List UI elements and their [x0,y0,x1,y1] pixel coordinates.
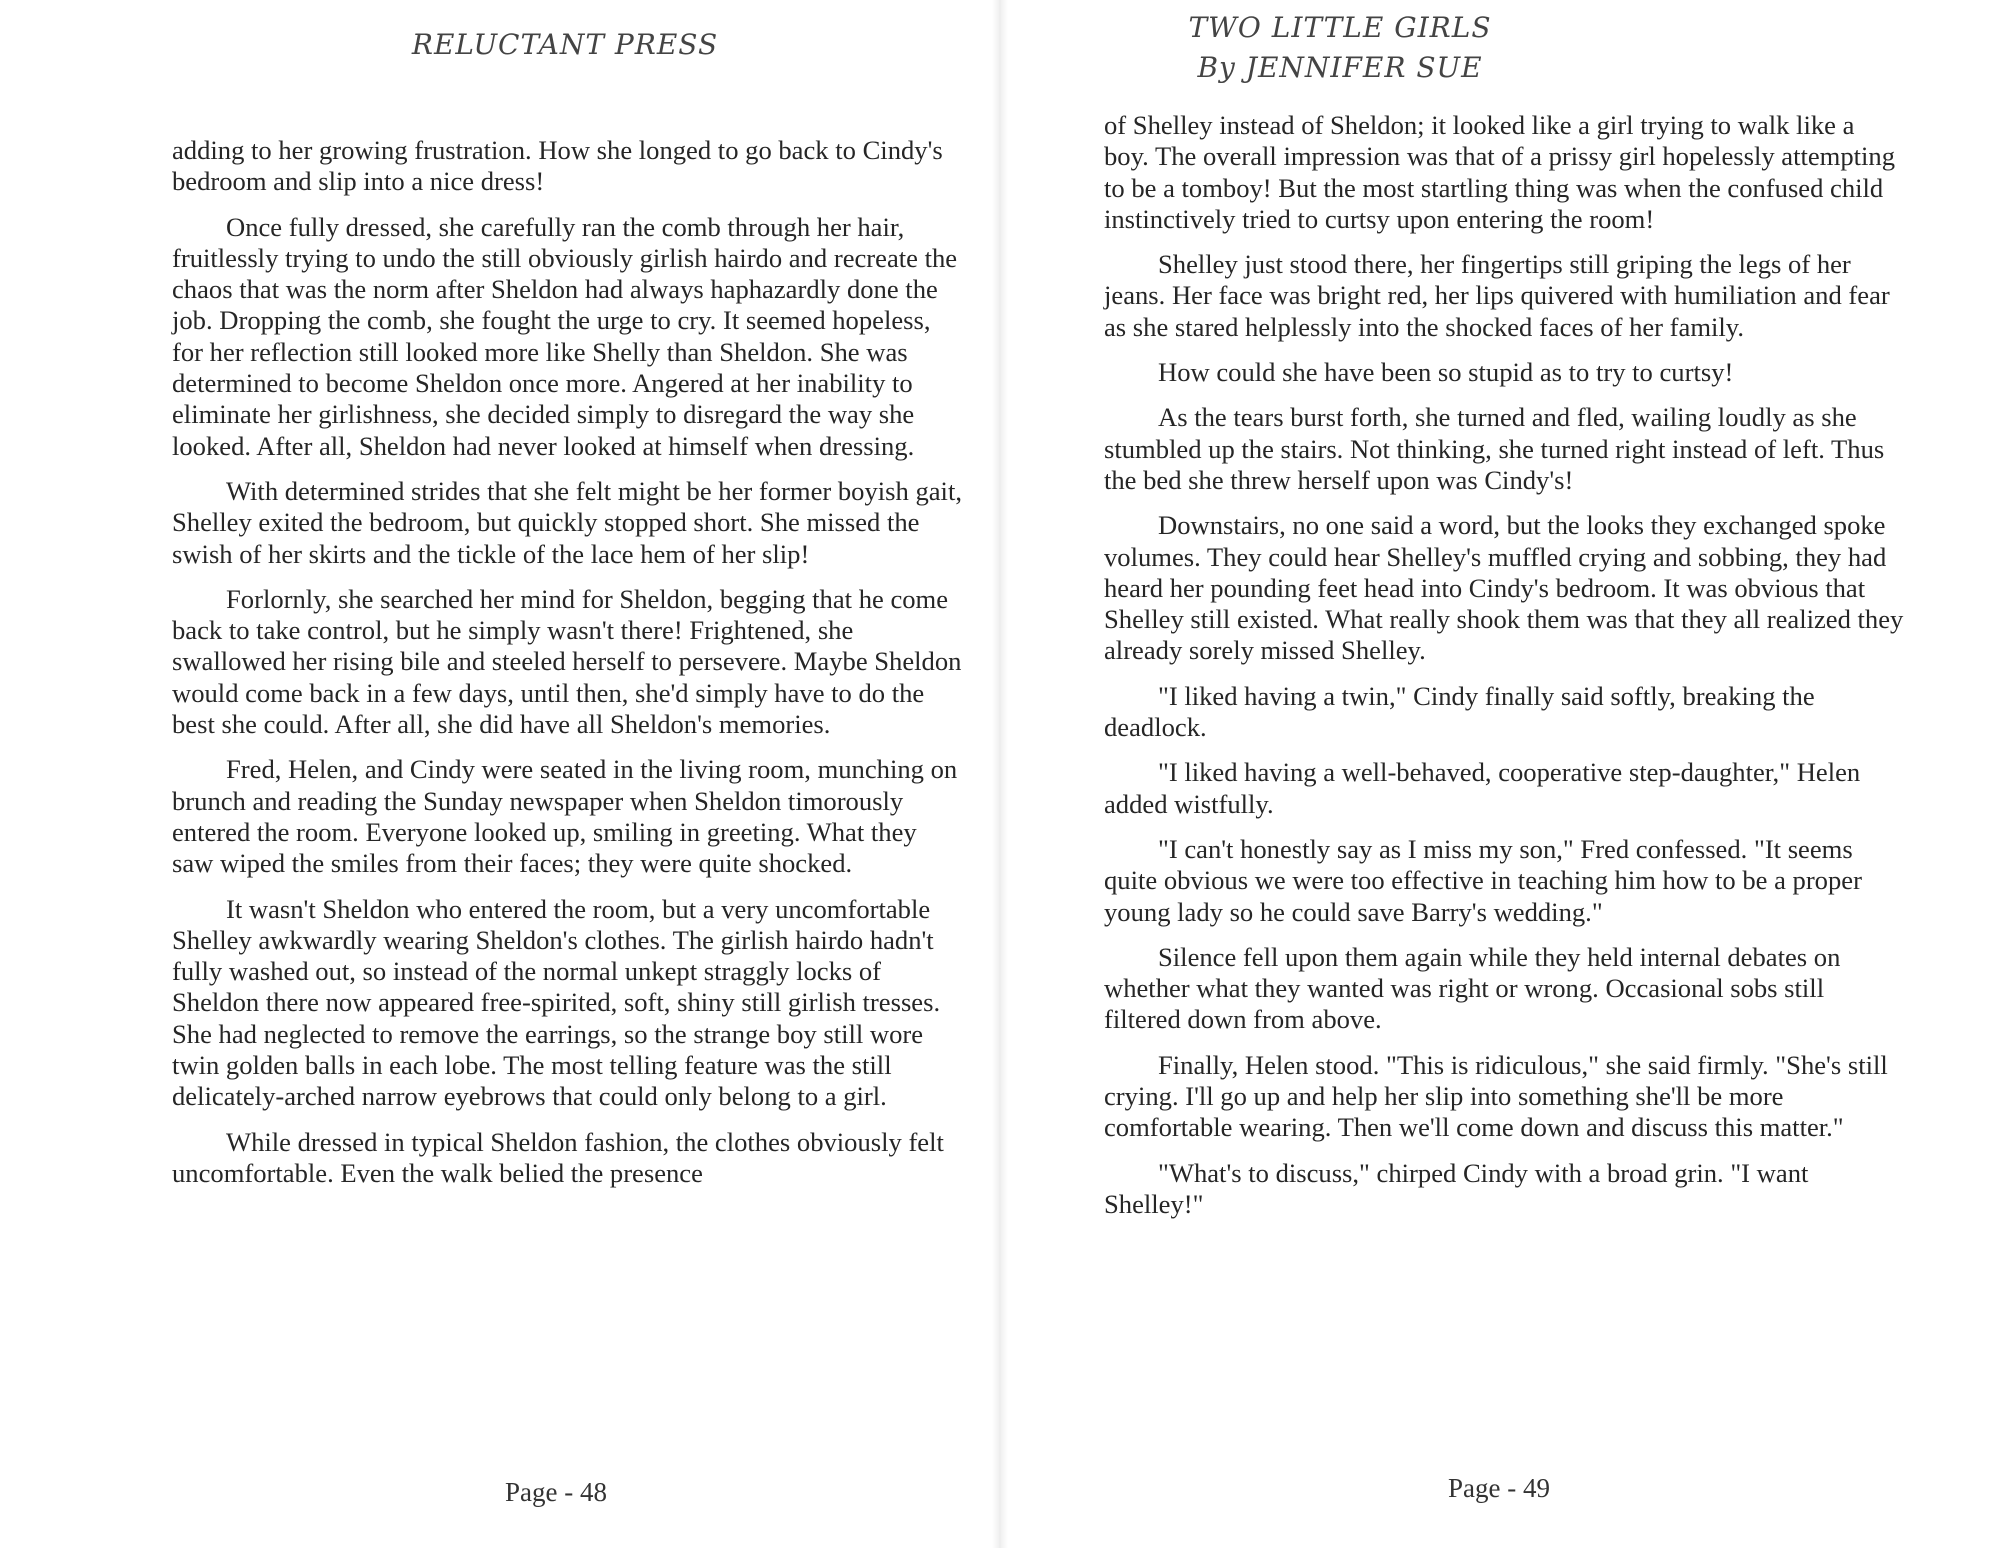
right-paragraph-8: "I can't honestly say as I miss my son," Fred confessed. "It seems quite obvious we were too effective in teaching him how to be a proper young lady so he could save Barry's wedding." [1104,833,1862,927]
right-paragraph-11: "What's to discuss," chirped Cindy with a broad grin. "I want Shelley!" [1104,1157,1809,1219]
right-paragraph-1: of Shelley instead of Sheldon; it looked like a girl trying to walk like a boy. The overall impression was that of a prissy girl hopelessly attempting to be a tomboy! But the most startling thing was when the confused child instinctively tried to curtsy upon entering the room! [1104,110,1896,234]
right-paragraph-10: Finally, Helen stood. "This is ridiculous," she said firmly. "She's still crying. I'll go up and help her slip into something she'll be more comfortable wearing. Then we'll come down and discuss this matter." [1104,1049,1888,1143]
left-running-header: RELUCTANT PRESS [411,28,719,61]
left-paragraph-4: Forlornly, she searched her mind for Sheldon, begging that he come back to take control, but he simply wasn't there! Frightened, she swallowed her rising bile and steeled herself to persevere. Maybe Sheldon would come back in a few days, until then, she'd simply have to do the best she could. After all, she did have all Sheldon's memories. [172,583,962,740]
left-paragraph-1: adding to her growing frustration. How she longed to go back to Cindy's bedroom and slip into a nice dress! [172,135,943,197]
left-paragraph-5: Fred, Helen, and Cindy were seated in the living room, munching on brunch and reading the Sunday newspaper when Sheldon timorously entered the room. Everyone looked up, smiling in greeting. What they saw wiped the smiles from their faces; they were quite shocked. [172,754,958,879]
right-header-title: TWO LITTLE GIRLS [1188,11,1492,44]
right-paragraph-9: Silence fell upon them again while they held internal debates on whether what they wanted was right or wrong. Occasional sobs still filtered down from above. [1104,941,1841,1035]
right-paragraph-7: "I liked having a well-behaved, cooperative step-daughter," Helen added wistfully. [1104,757,1861,819]
left-paragraph-3: With determined strides that she felt might be her former boyish gait, Shelley exited the bedroom, but quickly stopped short. She missed the swish of her skirts and the tickle of the lace hem of her slip! [172,475,962,569]
right-paragraph-2: Shelley just stood there, her fingertips still griping the legs of her jeans. Her face was bright red, her lips quivered with humiliation and fear as she stared helplessly into the shocked faces of her family. [1104,249,1890,342]
right-page-body [1104,110,1904,1234]
left-paragraph-2: Once fully dressed, she carefully ran the comb through her hair, fruitlessly trying to undo the still obviously girlish hairdo and recreate the chaos that was the norm after Sheldon had always haphazardly done the job. Dropping the comb, she fought the urge to cry. It seemed hopeless, for her reflection still looked more like Shelly than Sheldon. She was determined to become Sheldon once more. Angered at her inability to eliminate her girlishness, she decided simply to disregard the way she looked. After all, Sheldon had never looked at himself when dressing. [172,211,958,461]
right-header-author: By JENNIFER SUE [1197,51,1483,84]
left-paragraph-7: While dressed in typical Sheldon fashion, the clothes obviously felt uncomfortable. Even the walk belied the presence [172,1126,944,1188]
right-page-number: Page - 49 [1448,1473,1550,1503]
left-paragraph-6: It wasn't Sheldon who entered the room, but a very uncomfortable Shelley awkwardly wearing Sheldon's clothes. The girlish hairdo hadn't fully washed out, so instead of the normal unkept straggly locks of Sheldon there now appeared free-spirited, soft, shiny still girlish tresses. She had neglected to remove the earrings, so the strange boy still wore twin golden balls in each lobe. The most telling feature was the still delicately-arched narrow eyebrows that could only belong to a girl. [172,893,941,1112]
right-paragraph-3: How could she have been so stupid as to try to curtsy! [1158,357,1734,388]
right-paragraph-4: As the tears burst forth, she turned and fled, wailing loudly as she stumbled up the stairs. Not thinking, she turned right instead of left. Thus the bed she threw herself upon was Cindy's! [1104,402,1885,495]
right-running-header [1000,8,1680,88]
right-paragraph-5: Downstairs, no one said a word, but the looks they exchanged spoke volumes. They could hear Shelley's muffled crying and sobbing, they had heard her pounding feet head into Cindy's bedroom. It was obvious that Shelley still existed. What really shook them was that they all realized they already sorely missed Shelley. [1104,510,1904,666]
left-page-number: Page - 48 [505,1477,607,1507]
right-page [1000,0,1999,1548]
right-paragraph-6: "I liked having a twin," Cindy finally said softly, breaking the deadlock. [1104,680,1815,743]
left-page-body [172,135,962,1203]
